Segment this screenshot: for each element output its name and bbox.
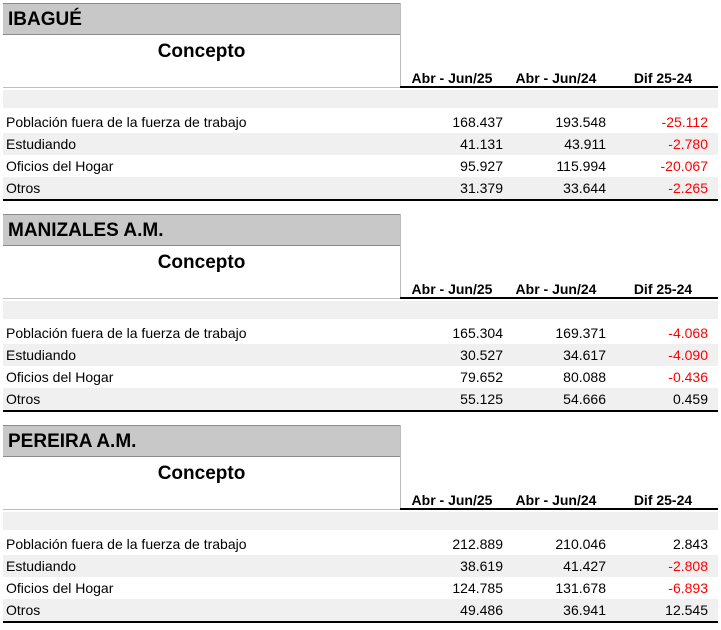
table-row — [3, 322, 718, 344]
value-dif: 0.459 — [672, 391, 708, 407]
concepto-header: Concepto — [157, 252, 246, 273]
spacer-row — [3, 301, 718, 319]
value-abr-jun-24: 169.371 — [555, 325, 606, 341]
row-label: Otros — [6, 180, 41, 196]
value-abr-jun-25: 168.437 — [452, 114, 503, 130]
spacer-row — [3, 512, 718, 530]
value-abr-jun-25: 212.889 — [452, 536, 503, 552]
column-header: Abr - Jun/24 — [515, 70, 597, 86]
table-bottom-border — [3, 621, 718, 623]
column-header-row — [400, 279, 718, 299]
column-header: Abr - Jun/24 — [515, 281, 597, 297]
value-abr-jun-24: 43.911 — [564, 136, 606, 152]
table-row — [3, 155, 718, 177]
column-header-row — [400, 490, 718, 510]
table-bottom-border — [3, 410, 718, 412]
table-row — [3, 177, 718, 199]
value-dif: 12.545 — [665, 602, 708, 618]
row-label: Oficios del Hogar — [6, 369, 114, 385]
value-abr-jun-25: 79.652 — [460, 369, 503, 385]
table-row — [3, 599, 718, 621]
value-dif: -25.112 — [661, 114, 708, 130]
row-label: Población fuera de la fuerza de trabajo — [6, 114, 247, 130]
table-row — [3, 366, 718, 388]
row-label: Oficios del Hogar — [6, 580, 114, 596]
value-abr-jun-25: 31.379 — [460, 180, 503, 196]
section-title: MANIZALES A.M. — [3, 214, 400, 246]
value-abr-jun-25: 95.927 — [460, 158, 503, 174]
value-abr-jun-24: 131.678 — [555, 580, 606, 596]
value-dif: -2.780 — [668, 136, 708, 152]
value-dif: -2.808 — [668, 558, 708, 574]
row-label: Estudiando — [6, 347, 77, 363]
column-header: Abr - Jun/24 — [515, 492, 597, 508]
section-title: IBAGUÉ — [3, 3, 400, 35]
value-abr-jun-24: 80.088 — [563, 369, 606, 385]
value-dif: -2.265 — [668, 180, 708, 196]
value-dif: -0.436 — [668, 369, 708, 385]
value-abr-jun-24: 41.427 — [563, 558, 606, 574]
value-abr-jun-24: 193.548 — [555, 114, 606, 130]
value-abr-jun-24: 115.994 — [556, 158, 606, 174]
column-header: Dif 25-24 — [633, 281, 693, 297]
column-header: Dif 25-24 — [633, 70, 693, 86]
row-label: Población fuera de la fuerza de trabajo — [6, 536, 247, 552]
value-abr-jun-25: 49.486 — [460, 602, 503, 618]
value-abr-jun-24: 36.941 — [563, 602, 606, 618]
value-dif: 2.843 — [672, 536, 708, 552]
column-header-row — [400, 68, 718, 88]
row-label: Otros — [6, 602, 41, 618]
table-row — [3, 555, 718, 577]
row-label: Oficios del Hogar — [6, 158, 114, 174]
table-row — [3, 133, 718, 155]
table-row — [3, 577, 718, 599]
concepto-header: Concepto — [157, 463, 246, 484]
column-header: Dif 25-24 — [633, 492, 693, 508]
column-header: Abr - Jun/25 — [411, 492, 493, 508]
divider — [3, 509, 400, 510]
column-header: Abr - Jun/25 — [411, 281, 493, 297]
row-label: Estudiando — [6, 136, 77, 152]
value-dif: -4.090 — [668, 347, 708, 363]
value-abr-jun-24: 54.666 — [563, 391, 606, 407]
row-label: Otros — [6, 391, 41, 407]
value-abr-jun-25: 165.304 — [452, 325, 503, 341]
value-abr-jun-24: 210.046 — [555, 536, 606, 552]
row-label: Estudiando — [6, 558, 77, 574]
value-abr-jun-24: 33.644 — [563, 180, 606, 196]
value-dif: -6.893 — [668, 580, 708, 596]
spacer-row — [3, 90, 718, 108]
value-abr-jun-25: 41.131 — [460, 136, 503, 152]
divider — [3, 298, 400, 299]
value-abr-jun-24: 34.617 — [563, 347, 606, 363]
value-abr-jun-25: 38.619 — [460, 558, 503, 574]
value-dif: -20.067 — [660, 158, 708, 174]
divider — [3, 87, 400, 88]
table-bottom-border — [3, 199, 718, 201]
value-abr-jun-25: 124.785 — [452, 580, 503, 596]
table-row — [3, 533, 718, 555]
section-title: PEREIRA A.M. — [3, 425, 400, 457]
table-row — [3, 111, 718, 133]
column-header: Abr - Jun/25 — [411, 70, 493, 86]
row-label: Población fuera de la fuerza de trabajo — [6, 325, 247, 341]
value-dif: -4.068 — [668, 325, 708, 341]
value-abr-jun-25: 30.527 — [460, 347, 503, 363]
value-abr-jun-25: 55.125 — [460, 391, 503, 407]
concepto-header: Concepto — [157, 41, 246, 62]
table-row — [3, 344, 718, 366]
table-row — [3, 388, 718, 410]
